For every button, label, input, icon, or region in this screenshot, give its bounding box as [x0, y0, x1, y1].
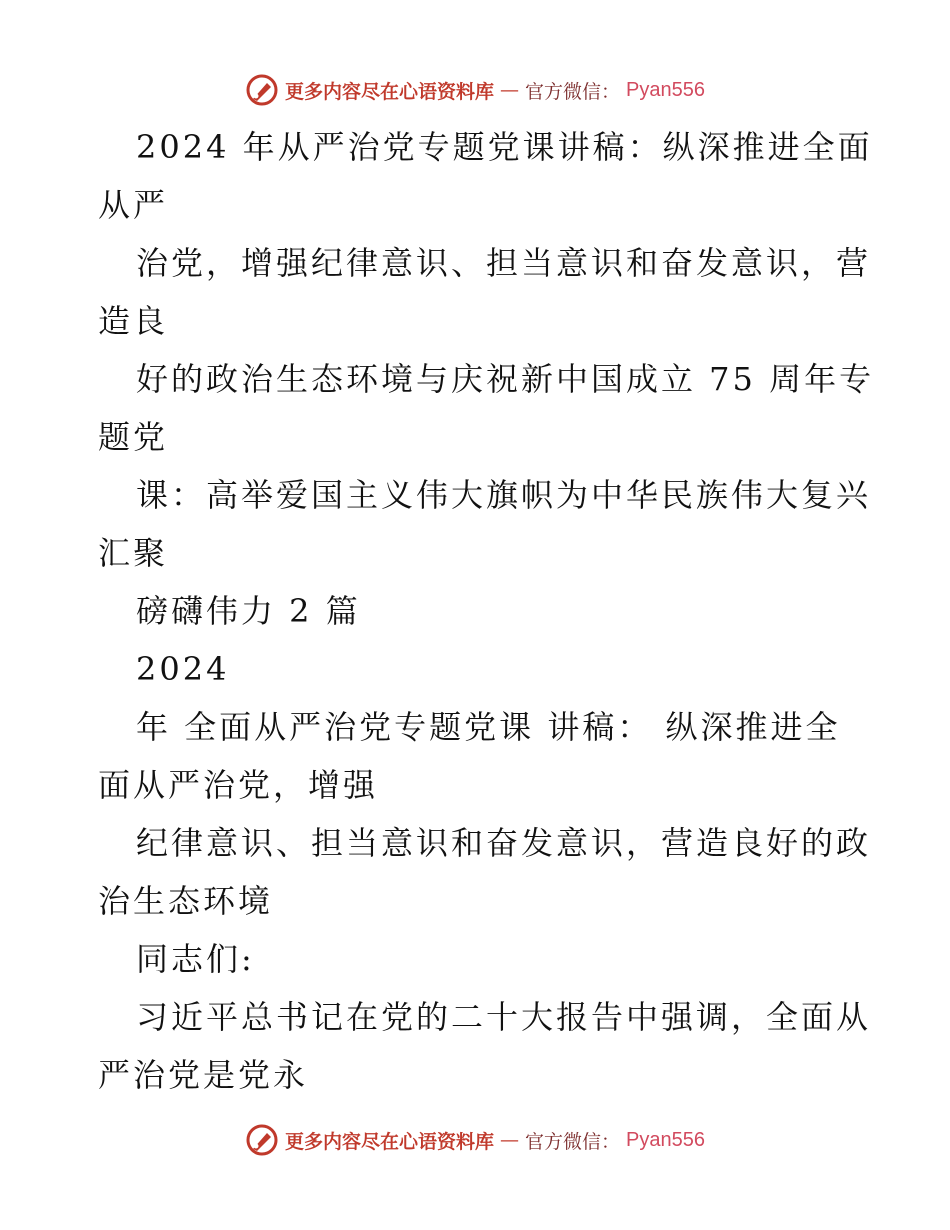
banner-wechat-label: 官方微信：	[525, 80, 621, 103]
text-line: 汇聚	[98, 534, 169, 572]
text-line: 好的政治生态环境与庆祝新中国成立 75 周年专	[136, 360, 875, 398]
text-line: 面从严治党，增强	[98, 766, 379, 804]
banner-separator: —	[500, 79, 520, 101]
text-line: 题党	[98, 418, 169, 456]
banner-wechat-id: Pyan556	[626, 78, 705, 101]
banner-brand: 更多内容尽在心语资料库	[285, 1130, 495, 1153]
banner-wechat-label: 官方微信：	[525, 1130, 621, 1153]
text-line: 年 全面从严治党专题党课 讲稿： 纵深推进全	[136, 708, 841, 746]
footer-banner	[0, 1118, 950, 1162]
pen-circle-logo-icon	[245, 1123, 279, 1157]
text-line: 2024	[136, 650, 230, 688]
header-banner	[0, 68, 950, 112]
pen-circle-logo-icon	[245, 73, 279, 107]
text-line: 课：高举爱国主义伟大旗帜为中华民族伟大复兴	[136, 476, 872, 514]
text-line: 治生态环境	[98, 882, 274, 920]
text-line: 治党，增强纪律意识、担当意识和奋发意识，营	[136, 244, 872, 282]
banner-separator: —	[500, 1129, 520, 1151]
text-line: 从严	[98, 186, 169, 224]
text-line: 磅礴伟力 2 篇	[136, 592, 361, 630]
text-line: 习近平总书记在党的二十大报告中强调，全面从	[136, 998, 872, 1036]
text-line: 造良	[98, 302, 169, 340]
document-body	[98, 118, 875, 1104]
text-line: 纪律意识、担当意识和奋发意识，营造良好的政	[136, 824, 872, 862]
banner-brand: 更多内容尽在心语资料库	[285, 80, 495, 103]
banner-wechat-id: Pyan556	[626, 1128, 705, 1151]
text-line: 严治党是党永	[98, 1056, 309, 1094]
text-line: 同志们:	[136, 940, 255, 978]
text-line: 2024 年从严治党专题党课讲稿：纵深推进全面	[136, 128, 873, 166]
